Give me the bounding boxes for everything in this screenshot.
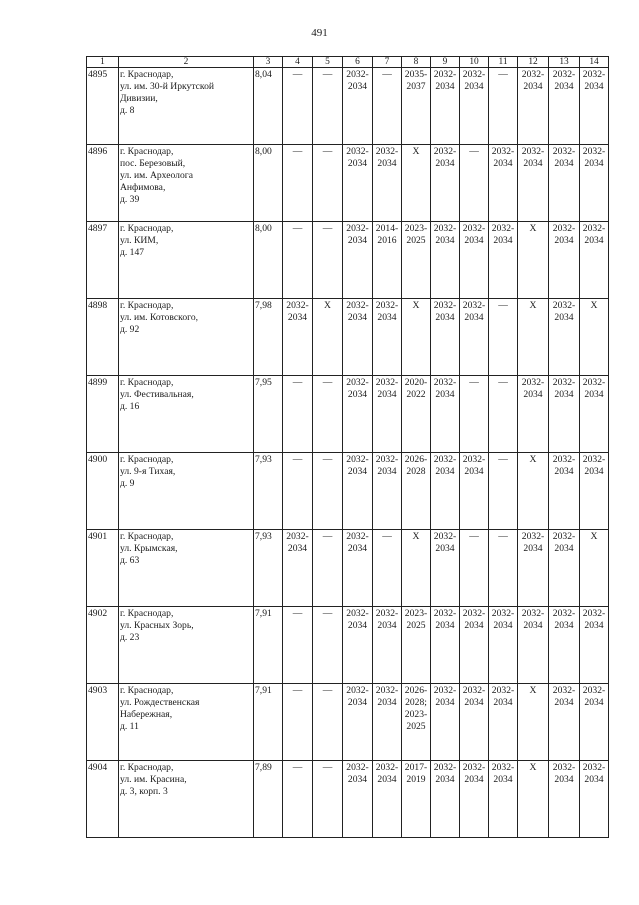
row-number: 4903: [87, 684, 119, 761]
period-cell-col-7: 2032- 2034: [373, 376, 402, 453]
table-row: [87, 68, 609, 145]
period-cell-col-6: 2032- 2034: [343, 761, 373, 838]
address-cell: г. Краснодар, ул. Красных Зорь, д. 23: [119, 607, 254, 684]
area-cell: 8,04: [254, 68, 283, 145]
period-cell-col-6: 2032- 2034: [343, 453, 373, 530]
area-cell: 7,89: [254, 761, 283, 838]
area-cell: 7,91: [254, 607, 283, 684]
period-cell-col-12: X: [518, 453, 549, 530]
period-cell-col-6: 2032- 2034: [343, 145, 373, 222]
column-header-7: 7: [373, 57, 402, 68]
period-cell-col-13: 2032- 2034: [549, 222, 580, 299]
period-cell-col-13: 2032- 2034: [549, 68, 580, 145]
period-cell-col-5: —: [313, 222, 343, 299]
column-header-row: [87, 57, 609, 68]
address-cell: г. Краснодар, ул. КИМ, д. 147: [119, 222, 254, 299]
area-cell: 7,98: [254, 299, 283, 376]
period-cell-col-10: 2032- 2034: [460, 761, 489, 838]
period-cell-col-11: 2032- 2034: [489, 145, 518, 222]
period-cell-col-7: 2032- 2034: [373, 607, 402, 684]
address-cell: г. Краснодар, ул. им. Красина, д. 3, корп. 3: [119, 761, 254, 838]
period-cell-col-4: —: [283, 607, 313, 684]
table-row: [87, 299, 609, 376]
address-cell: г. Краснодар, ул. Крымская, д. 63: [119, 530, 254, 607]
period-cell-col-4: —: [283, 453, 313, 530]
period-cell-col-12: X: [518, 761, 549, 838]
period-cell-col-11: —: [489, 68, 518, 145]
page-number: 491: [311, 27, 328, 39]
period-cell-col-10: —: [460, 145, 489, 222]
period-cell-col-8: 2026- 2028: [402, 453, 431, 530]
period-cell-col-14: 2032- 2034: [580, 68, 609, 145]
period-cell-col-8: 2035- 2037: [402, 68, 431, 145]
period-cell-col-7: 2032- 2034: [373, 761, 402, 838]
period-cell-col-7: 2014- 2016: [373, 222, 402, 299]
row-number: 4896: [87, 145, 119, 222]
area-cell: 7,93: [254, 453, 283, 530]
period-cell-col-11: —: [489, 453, 518, 530]
period-cell-col-13: 2032- 2034: [549, 607, 580, 684]
period-cell-col-4: 2032- 2034: [283, 299, 313, 376]
table-row: [87, 222, 609, 299]
period-cell-col-5: —: [313, 761, 343, 838]
period-cell-col-14: 2032- 2034: [580, 761, 609, 838]
period-cell-col-5: —: [313, 68, 343, 145]
period-cell-col-12: 2032- 2034: [518, 607, 549, 684]
column-header-8: 8: [402, 57, 431, 68]
period-cell-col-7: 2032- 2034: [373, 453, 402, 530]
period-cell-col-9: 2032- 2034: [431, 530, 460, 607]
period-cell-col-7: —: [373, 530, 402, 607]
period-cell-col-12: X: [518, 684, 549, 761]
period-cell-col-9: 2032- 2034: [431, 222, 460, 299]
period-cell-col-12: 2032- 2034: [518, 68, 549, 145]
period-cell-col-9: 2032- 2034: [431, 145, 460, 222]
period-cell-col-12: X: [518, 222, 549, 299]
period-cell-col-7: —: [373, 68, 402, 145]
period-cell-col-9: 2032- 2034: [431, 684, 460, 761]
address-cell: г. Краснодар, ул. им. Котовского, д. 92: [119, 299, 254, 376]
period-cell-col-5: —: [313, 530, 343, 607]
period-cell-col-4: —: [283, 761, 313, 838]
period-cell-col-12: 2032- 2034: [518, 376, 549, 453]
period-cell-col-4: —: [283, 68, 313, 145]
period-cell-col-14: 2032- 2034: [580, 453, 609, 530]
column-header-14: 14: [580, 57, 609, 68]
period-cell-col-11: —: [489, 299, 518, 376]
period-cell-col-8: 2023- 2025: [402, 222, 431, 299]
period-cell-col-14: X: [580, 530, 609, 607]
period-cell-col-11: —: [489, 376, 518, 453]
column-header-9: 9: [431, 57, 460, 68]
table-row: [87, 145, 609, 222]
row-number: 4898: [87, 299, 119, 376]
period-cell-col-13: 2032- 2034: [549, 145, 580, 222]
row-number: 4897: [87, 222, 119, 299]
period-cell-col-14: 2032- 2034: [580, 222, 609, 299]
period-cell-col-11: 2032- 2034: [489, 684, 518, 761]
period-cell-col-4: —: [283, 145, 313, 222]
registry-table: [86, 56, 609, 838]
period-cell-col-6: 2032- 2034: [343, 607, 373, 684]
period-cell-col-6: 2032- 2034: [343, 684, 373, 761]
row-number: 4895: [87, 68, 119, 145]
period-cell-col-5: —: [313, 453, 343, 530]
row-number: 4900: [87, 453, 119, 530]
period-cell-col-10: 2032- 2034: [460, 607, 489, 684]
table-row: [87, 530, 609, 607]
table-row: [87, 684, 609, 761]
period-cell-col-6: 2032- 2034: [343, 376, 373, 453]
period-cell-col-14: X: [580, 299, 609, 376]
address-cell: г. Краснодар, ул. Фестивальная, д. 16: [119, 376, 254, 453]
area-cell: 7,95: [254, 376, 283, 453]
period-cell-col-9: 2032- 2034: [431, 607, 460, 684]
period-cell-col-6: 2032- 2034: [343, 530, 373, 607]
period-cell-col-10: —: [460, 530, 489, 607]
period-cell-col-5: —: [313, 684, 343, 761]
period-cell-col-9: 2032- 2034: [431, 453, 460, 530]
period-cell-col-13: 2032- 2034: [549, 299, 580, 376]
period-cell-col-14: 2032- 2034: [580, 607, 609, 684]
column-header-2: 2: [119, 57, 254, 68]
row-number: 4899: [87, 376, 119, 453]
period-cell-col-14: 2032- 2034: [580, 684, 609, 761]
period-cell-col-7: 2032- 2034: [373, 684, 402, 761]
address-cell: г. Краснодар, ул. им. 30-й Иркутской Дивизии, д. 8: [119, 68, 254, 145]
period-cell-col-5: —: [313, 145, 343, 222]
row-number: 4901: [87, 530, 119, 607]
row-number: 4904: [87, 761, 119, 838]
period-cell-col-13: 2032- 2034: [549, 376, 580, 453]
period-cell-col-8: 2017- 2019: [402, 761, 431, 838]
period-cell-col-9: 2032- 2034: [431, 68, 460, 145]
column-header-6: 6: [343, 57, 373, 68]
address-cell: г. Краснодар, пос. Березовый, ул. им. Археолога Анфимова, д. 39: [119, 145, 254, 222]
period-cell-col-13: 2032- 2034: [549, 530, 580, 607]
address-cell: г. Краснодар, ул. 9-я Тихая, д. 9: [119, 453, 254, 530]
period-cell-col-11: 2032- 2034: [489, 607, 518, 684]
period-cell-col-10: 2032- 2034: [460, 299, 489, 376]
period-cell-col-6: 2032- 2034: [343, 68, 373, 145]
period-cell-col-4: —: [283, 376, 313, 453]
column-header-3: 3: [254, 57, 283, 68]
address-cell: г. Краснодар, ул. Рождественская Набережная, д. 11: [119, 684, 254, 761]
period-cell-col-11: 2032- 2034: [489, 761, 518, 838]
table-row: [87, 761, 609, 838]
period-cell-col-8: 2020- 2022: [402, 376, 431, 453]
period-cell-col-8: X: [402, 299, 431, 376]
period-cell-col-8: X: [402, 145, 431, 222]
period-cell-col-6: 2032- 2034: [343, 299, 373, 376]
period-cell-col-14: 2032- 2034: [580, 145, 609, 222]
table-row: [87, 376, 609, 453]
period-cell-col-8: 2026- 2028; 2023- 2025: [402, 684, 431, 761]
column-header-1: 1: [87, 57, 119, 68]
area-cell: 7,91: [254, 684, 283, 761]
period-cell-col-11: —: [489, 530, 518, 607]
period-cell-col-4: 2032- 2034: [283, 530, 313, 607]
period-cell-col-7: 2032- 2034: [373, 145, 402, 222]
period-cell-col-5: X: [313, 299, 343, 376]
table-row: [87, 453, 609, 530]
period-cell-col-8: 2023- 2025: [402, 607, 431, 684]
period-cell-col-10: 2032- 2034: [460, 68, 489, 145]
period-cell-col-12: 2032- 2034: [518, 530, 549, 607]
period-cell-col-8: X: [402, 530, 431, 607]
period-cell-col-10: 2032- 2034: [460, 222, 489, 299]
period-cell-col-7: 2032- 2034: [373, 299, 402, 376]
period-cell-col-10: 2032- 2034: [460, 453, 489, 530]
column-header-13: 13: [549, 57, 580, 68]
period-cell-col-9: 2032- 2034: [431, 299, 460, 376]
column-header-12: 12: [518, 57, 549, 68]
period-cell-col-6: 2032- 2034: [343, 222, 373, 299]
period-cell-col-5: —: [313, 376, 343, 453]
period-cell-col-14: 2032- 2034: [580, 376, 609, 453]
period-cell-col-13: 2032- 2034: [549, 761, 580, 838]
period-cell-col-10: 2032- 2034: [460, 684, 489, 761]
period-cell-col-10: —: [460, 376, 489, 453]
period-cell-col-4: —: [283, 684, 313, 761]
period-cell-col-5: —: [313, 607, 343, 684]
table-row: [87, 607, 609, 684]
area-cell: 8,00: [254, 222, 283, 299]
row-number: 4902: [87, 607, 119, 684]
period-cell-col-13: 2032- 2034: [549, 453, 580, 530]
period-cell-col-12: X: [518, 299, 549, 376]
area-cell: 7,93: [254, 530, 283, 607]
column-header-5: 5: [313, 57, 343, 68]
column-header-11: 11: [489, 57, 518, 68]
period-cell-col-12: 2032- 2034: [518, 145, 549, 222]
column-header-10: 10: [460, 57, 489, 68]
period-cell-col-9: 2032- 2034: [431, 376, 460, 453]
area-cell: 8,00: [254, 145, 283, 222]
period-cell-col-4: —: [283, 222, 313, 299]
period-cell-col-13: 2032- 2034: [549, 684, 580, 761]
period-cell-col-9: 2032- 2034: [431, 761, 460, 838]
period-cell-col-11: 2032- 2034: [489, 222, 518, 299]
column-header-4: 4: [283, 57, 313, 68]
